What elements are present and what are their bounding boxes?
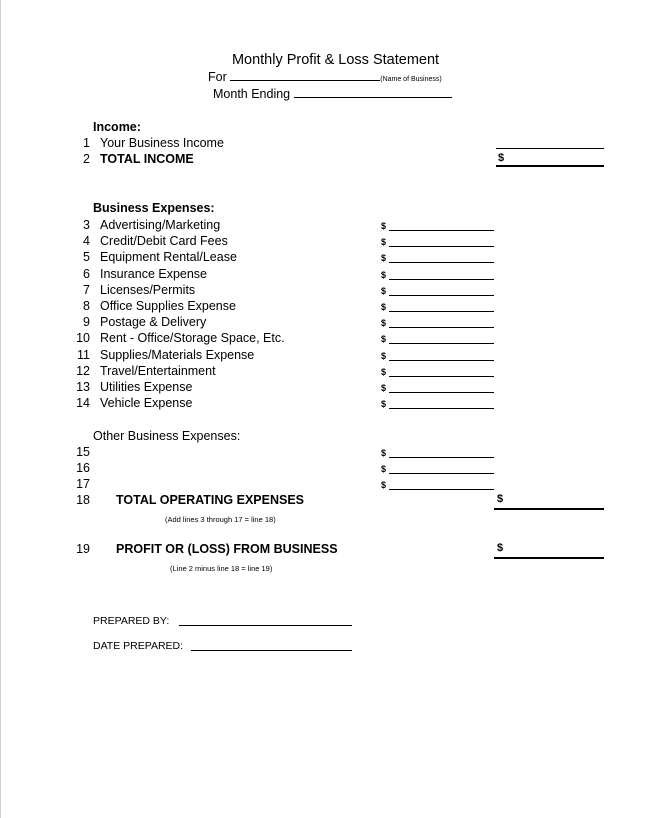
operating-note: (Add lines 3 through 17 = line 18) <box>165 515 276 524</box>
profit-note: (Line 2 minus line 18 = line 19) <box>170 564 273 573</box>
line-number: 17 <box>76 477 90 491</box>
name-of-business-note: (Name of Business) <box>380 76 442 83</box>
expense-amount-field[interactable] <box>389 327 494 328</box>
month-ending-field[interactable] <box>294 88 452 98</box>
expense-currency: $ <box>381 383 387 393</box>
line-number: 19 <box>76 542 90 556</box>
profit-loss-currency: $ <box>497 542 504 554</box>
expense-amount-field[interactable] <box>389 376 494 377</box>
total-income-field[interactable] <box>496 165 604 167</box>
month-ending-label: Month Ending <box>213 87 291 101</box>
other-expense-currency: $ <box>381 480 387 490</box>
line-number: 8 <box>83 299 90 313</box>
line-number: 4 <box>83 234 90 248</box>
expense-label: Licenses/Permits <box>100 283 196 297</box>
date-prepared-field[interactable] <box>191 650 352 651</box>
line-number: 9 <box>83 315 90 329</box>
other-expense-amount-field[interactable] <box>389 457 494 458</box>
profit-loss-label: PROFIT OR (LOSS) FROM BUSINESS <box>116 542 338 556</box>
expense-currency: $ <box>381 318 387 328</box>
expense-label: Rent - Office/Storage Space, Etc. <box>100 331 285 345</box>
for-line <box>208 70 442 84</box>
total-operating-currency: $ <box>497 493 504 505</box>
total-operating-expenses-label: TOTAL OPERATING EXPENSES <box>116 493 304 507</box>
expense-currency: $ <box>381 270 387 280</box>
expense-currency: $ <box>381 334 387 344</box>
line-number: 10 <box>76 331 90 345</box>
line-number: 3 <box>83 218 90 232</box>
expense-currency: $ <box>381 221 387 231</box>
line-number: 1 <box>83 136 90 150</box>
expense-amount-field[interactable] <box>389 262 494 263</box>
line-number: 11 <box>77 348 90 362</box>
line-number: 16 <box>76 461 90 475</box>
expense-currency: $ <box>381 253 387 263</box>
expense-currency: $ <box>381 367 387 377</box>
expense-amount-field[interactable] <box>389 246 494 247</box>
business-expenses-heading: Business Expenses: <box>93 201 215 215</box>
expense-amount-field[interactable] <box>389 392 494 393</box>
income-field[interactable] <box>496 148 604 149</box>
other-expense-amount-field[interactable] <box>389 473 494 474</box>
expense-amount-field[interactable] <box>389 408 494 409</box>
profit-loss-field[interactable] <box>494 557 604 559</box>
expense-currency: $ <box>381 302 387 312</box>
expense-label: Supplies/Materials Expense <box>100 348 255 362</box>
expense-amount-field[interactable] <box>389 360 494 361</box>
expense-label: Postage & Delivery <box>100 315 207 329</box>
income-line-label: Your Business Income <box>100 136 224 150</box>
expense-label: Vehicle Expense <box>100 396 193 410</box>
expense-amount-field[interactable] <box>389 279 494 280</box>
total-income-label: TOTAL INCOME <box>100 152 194 166</box>
expense-currency: $ <box>381 237 387 247</box>
expense-amount-field[interactable] <box>389 311 494 312</box>
business-name-field[interactable] <box>230 71 380 81</box>
prepared-by-label: PREPARED BY: <box>93 615 170 627</box>
line-number: 5 <box>83 250 90 264</box>
total-operating-expenses-field[interactable] <box>494 508 604 510</box>
line-number: 13 <box>76 380 90 394</box>
for-label: For <box>208 70 227 84</box>
prepared-by-field[interactable] <box>179 625 352 626</box>
expense-label: Credit/Debit Card Fees <box>100 234 228 248</box>
line-number: 14 <box>76 396 90 410</box>
expense-currency: $ <box>381 399 387 409</box>
expense-label: Travel/Entertainment <box>100 364 216 378</box>
expense-label: Office Supplies Expense <box>100 299 236 313</box>
total-income-currency: $ <box>498 152 505 164</box>
other-expense-currency: $ <box>381 464 387 474</box>
line-number: 15 <box>76 445 90 459</box>
date-prepared-label: DATE PREPARED: <box>93 640 184 652</box>
line-number: 18 <box>76 493 90 507</box>
expense-label: Advertising/Marketing <box>100 218 221 232</box>
line-number: 12 <box>76 364 90 378</box>
expense-label: Equipment Rental/Lease <box>100 250 237 264</box>
expense-label: Insurance Expense <box>100 267 208 281</box>
line-number: 2 <box>83 152 90 166</box>
other-expense-amount-field[interactable] <box>389 489 494 490</box>
expense-amount-field[interactable] <box>389 295 494 296</box>
page-edge <box>0 0 1 818</box>
other-expense-currency: $ <box>381 448 387 458</box>
month-ending-line <box>213 87 452 101</box>
expense-currency: $ <box>381 286 387 296</box>
expense-currency: $ <box>381 351 387 361</box>
income-heading: Income: <box>93 120 141 134</box>
line-number: 7 <box>83 283 90 297</box>
expense-label: Utilities Expense <box>100 380 193 394</box>
expense-amount-field[interactable] <box>389 343 494 344</box>
other-expenses-heading: Other Business Expenses: <box>93 429 241 443</box>
expense-amount-field[interactable] <box>389 230 494 231</box>
line-number: 6 <box>83 267 90 281</box>
page-title: Monthly Profit & Loss Statement <box>231 52 440 68</box>
